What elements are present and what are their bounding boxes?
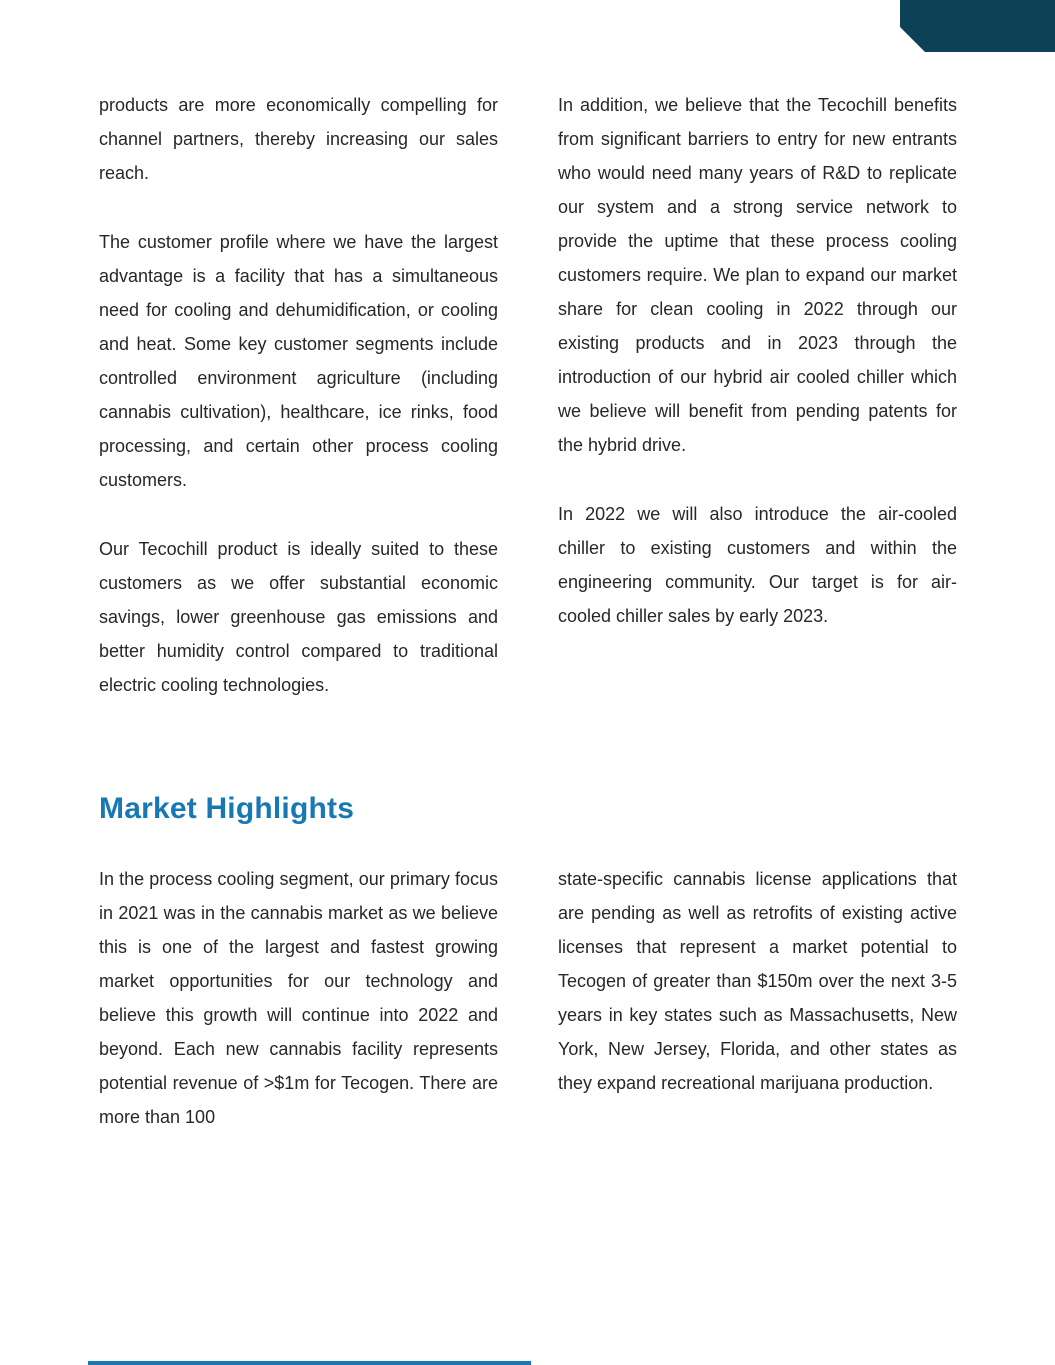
intro-section-right-column xyxy=(558,88,957,633)
market-section-right-column xyxy=(558,862,957,1100)
body-paragraph: In 2022 we will also introduce the air-cooled chiller to existing customers and within the engineering community. Our target is for air-cooled chiller sales by early 2023. xyxy=(558,504,957,626)
intro-section-left-column xyxy=(99,88,498,702)
body-paragraph: In addition, we believe that the Tecochill benefits from significant barriers to entry for new entrants who would need many years of R&D to replicate our system and a strong service network to provide the uptime that these process cooling customers require. We plan to expand our market share for clean cooling in 2022 through our existing products and in 2023 through the introduction of our hybrid air cooled chiller which we believe will benefit from pending patents for the hybrid drive. xyxy=(558,95,957,455)
corner-accent-shape xyxy=(900,0,1055,52)
market-highlights-heading: Market Highlights xyxy=(99,792,355,825)
body-paragraph: products are more economically compelling for channel partners, thereby increasing our sales reach. xyxy=(99,95,498,183)
footer-accent-bar xyxy=(88,1361,531,1365)
body-paragraph: Our Tecochill product is ideally suited to these customers as we offer substantial economic savings, lower greenhouse gas emissions and better humidity control compared to traditional electric cooling technologies. xyxy=(99,539,498,695)
body-paragraph: state-specific cannabis license applications that are pending as well as retrofits of existing active licenses that represent a market potential to Tecogen of greater than $150m over the next 3-5 years in key states such as Massachusetts, New York, New Jersey, Florida, and other states as they expand recreational marijuana production. xyxy=(558,869,957,1093)
market-section-left-column xyxy=(99,862,498,1134)
body-paragraph: In the process cooling segment, our primary focus in 2021 was in the cannabis market as we believe this is one of the largest and fastest growing market opportunities for our technology and believe this growth will continue into 2022 and beyond. Each new cannabis facility represents potential revenue of >$1m for Tecogen. There are more than 100 xyxy=(99,869,498,1127)
body-paragraph: The customer profile where we have the largest advantage is a facility that has a simultaneous need for cooling and dehumidification, or cooling and heat. Some key customer segments include controlled environment agriculture (including cannabis cultivation), healthcare, ice rinks, food processing, and certain other process cooling customers. xyxy=(99,232,498,490)
